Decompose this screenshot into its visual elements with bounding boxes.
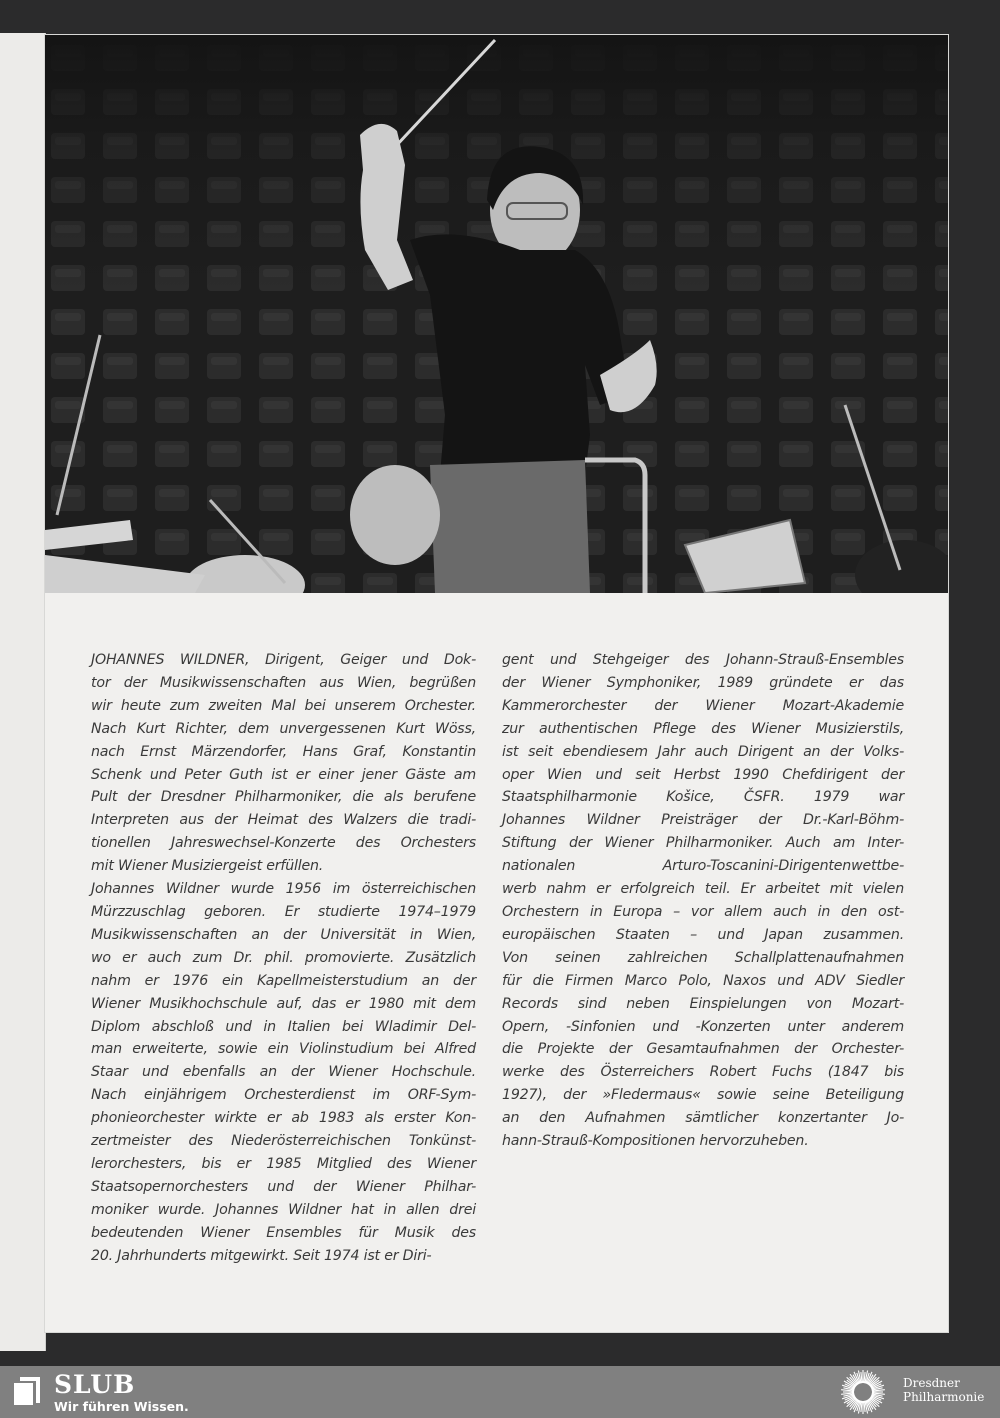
conductor-photo <box>45 35 948 593</box>
text-line: nationalen Arturo-Toscanini-Dirigentenwettbe- <box>502 858 904 875</box>
text-line: Diplom abschloß und in Italien bei Wladimir Del- <box>91 1018 476 1035</box>
text-line: Orchestern in Europa – vor allem auch in den ost- <box>502 903 904 920</box>
text-line: JOHANNES WILDNER, Dirigent, Geiger und Dok- <box>91 652 476 668</box>
text-line: Nach einjährigem Orchesterdienst im ORF-Sym- <box>91 1087 476 1104</box>
text-line: Johannes Wildner wurde 1956 im österreichischen <box>91 881 476 898</box>
dresdner-philharmonie-sunburst-icon <box>840 1369 886 1415</box>
dp-name-line2: Philharmonie <box>903 1390 985 1404</box>
text-line: Pult der Dresdner Philharmoniker, die als berufene <box>91 789 476 806</box>
text-line: an den Aufnahmen sämtlicher konzertanter Jo- <box>502 1110 904 1127</box>
text-line: man erweiterte, sowie ein Violinstudium bei Alfred <box>91 1041 476 1058</box>
slub-name: SLUB <box>54 1370 136 1399</box>
text-line: ist seit ebendiesem Jahr auch Dirigent an der Volks- <box>502 743 904 760</box>
text-line: Opern, -Sinfonien und -Konzerten unter anderem <box>502 1018 904 1035</box>
text-line: 1927), der »Fledermaus« sowie seine Beteiligung <box>502 1087 904 1104</box>
text-line: Staatsphilharmonie Košice, ČSFR. 1979 war <box>502 789 904 806</box>
biography-column-right <box>502 649 904 1153</box>
text-line: wir heute zum zweiten Mal bei unserem Orchester. <box>91 697 476 714</box>
text-line: für die Firmen Marco Polo, Naxos und ADV Siedler <box>502 972 904 989</box>
text-line: werb nahm er erfolgreich teil. Er arbeitet mit vielen <box>502 881 904 898</box>
text-line: zertmeister des Niederösterreichischen Tonkünst- <box>91 1133 476 1150</box>
text-line: Stiftung der Wiener Philharmoniker. Auch am Inter- <box>502 835 904 852</box>
text-line: Nach Kurt Richter, dem unvergessenen Kurt Wöss, <box>91 720 476 737</box>
facing-page-edge <box>0 33 46 1351</box>
brochure-page <box>45 35 948 1332</box>
biography-column-left <box>91 649 476 1267</box>
text-line: nach Ernst Märzendorfer, Hans Graf, Konstantin <box>91 743 476 760</box>
text-line: Kammerorchester der Wiener Mozart-Akademie <box>502 697 904 714</box>
slub-pages-icon <box>12 1375 42 1405</box>
text-line: Staar und ebenfalls an der Wiener Hochschule. <box>91 1064 476 1081</box>
text-line: Wiener Musikhochschule auf, das er 1980 mit dem <box>91 995 476 1012</box>
text-line: Musikwissenschaften an der Universität in Wien, <box>91 926 476 943</box>
text-line: Interpreten aus der Heimat des Walzers die tradi- <box>91 812 476 829</box>
text-line: Von seinen zahlreichen Schallplattenaufnahmen <box>502 949 904 966</box>
text-line: lerorchesters, bis er 1985 Mitglied des Wiener <box>91 1155 476 1172</box>
text-line: phonieorchester wirkte er ab 1983 als erster Kon- <box>91 1110 476 1127</box>
text-line: hann-Strauß-Kompositionen hervorzuheben. <box>502 1133 809 1150</box>
text-line: moniker wurde. Johannes Wildner hat in allen drei <box>91 1201 476 1218</box>
text-line: wo er auch zum Dr. phil. promovierte. Zusätzlich <box>91 949 476 966</box>
musician-head <box>350 465 440 565</box>
text-line: tor der Musikwissenschaften aus Wien, begrüßen <box>91 674 476 691</box>
text-line: Johannes Wildner Preisträger der Dr.-Karl-Böhm- <box>502 812 904 829</box>
dresdner-philharmonie-name <box>903 1376 984 1404</box>
text-line: nahm er 1976 ein Kapellmeisterstudium an der <box>91 972 476 989</box>
text-line: der Wiener Symphoniker, 1989 gründete er das <box>502 674 904 691</box>
text-line: tionellen Jahreswechsel-Konzerte des Orchesters <box>91 835 476 852</box>
slub-tagline: Wir führen Wissen. <box>54 1399 189 1414</box>
text-line: Mürzzuschlag geboren. Er studierte 1974–1979 <box>91 903 476 920</box>
text-line: bedeutenden Wiener Ensembles für Musik des <box>91 1224 476 1241</box>
text-line: Staatsopernorchesters und der Wiener Philhar- <box>91 1178 476 1195</box>
text-line: werke des Österreichers Robert Fuchs (1847 bis <box>502 1064 904 1081</box>
text-line: die Projekte der Gesamtaufnahmen der Orchester- <box>502 1041 904 1058</box>
slub-footer-bar <box>0 1366 1000 1418</box>
conductor-photo-illustration <box>45 35 948 593</box>
text-line: Schenk und Peter Guth ist er einer jener Gäste am <box>91 766 476 783</box>
text-line: Records sind neben Einspielungen von Mozart- <box>502 995 904 1012</box>
dp-name-line1: Dresdner <box>903 1376 960 1390</box>
text-line: gent und Stehgeiger des Johann-Strauß-Ensembles <box>502 652 904 668</box>
text-line: mit Wiener Musiziergeist erfüllen. <box>91 858 324 875</box>
text-line: 20. Jahrhunderts mitgewirkt. Seit 1974 ist er Diri- <box>91 1247 432 1264</box>
jeans <box>430 460 590 593</box>
text-line: zur authentischen Pflege des Wiener Musizierstils, <box>502 720 904 737</box>
text-line: oper Wien und seit Herbst 1990 Chefdirigent der <box>502 766 904 783</box>
text-line: europäischen Staaten – und Japan zusammen. <box>502 926 904 943</box>
